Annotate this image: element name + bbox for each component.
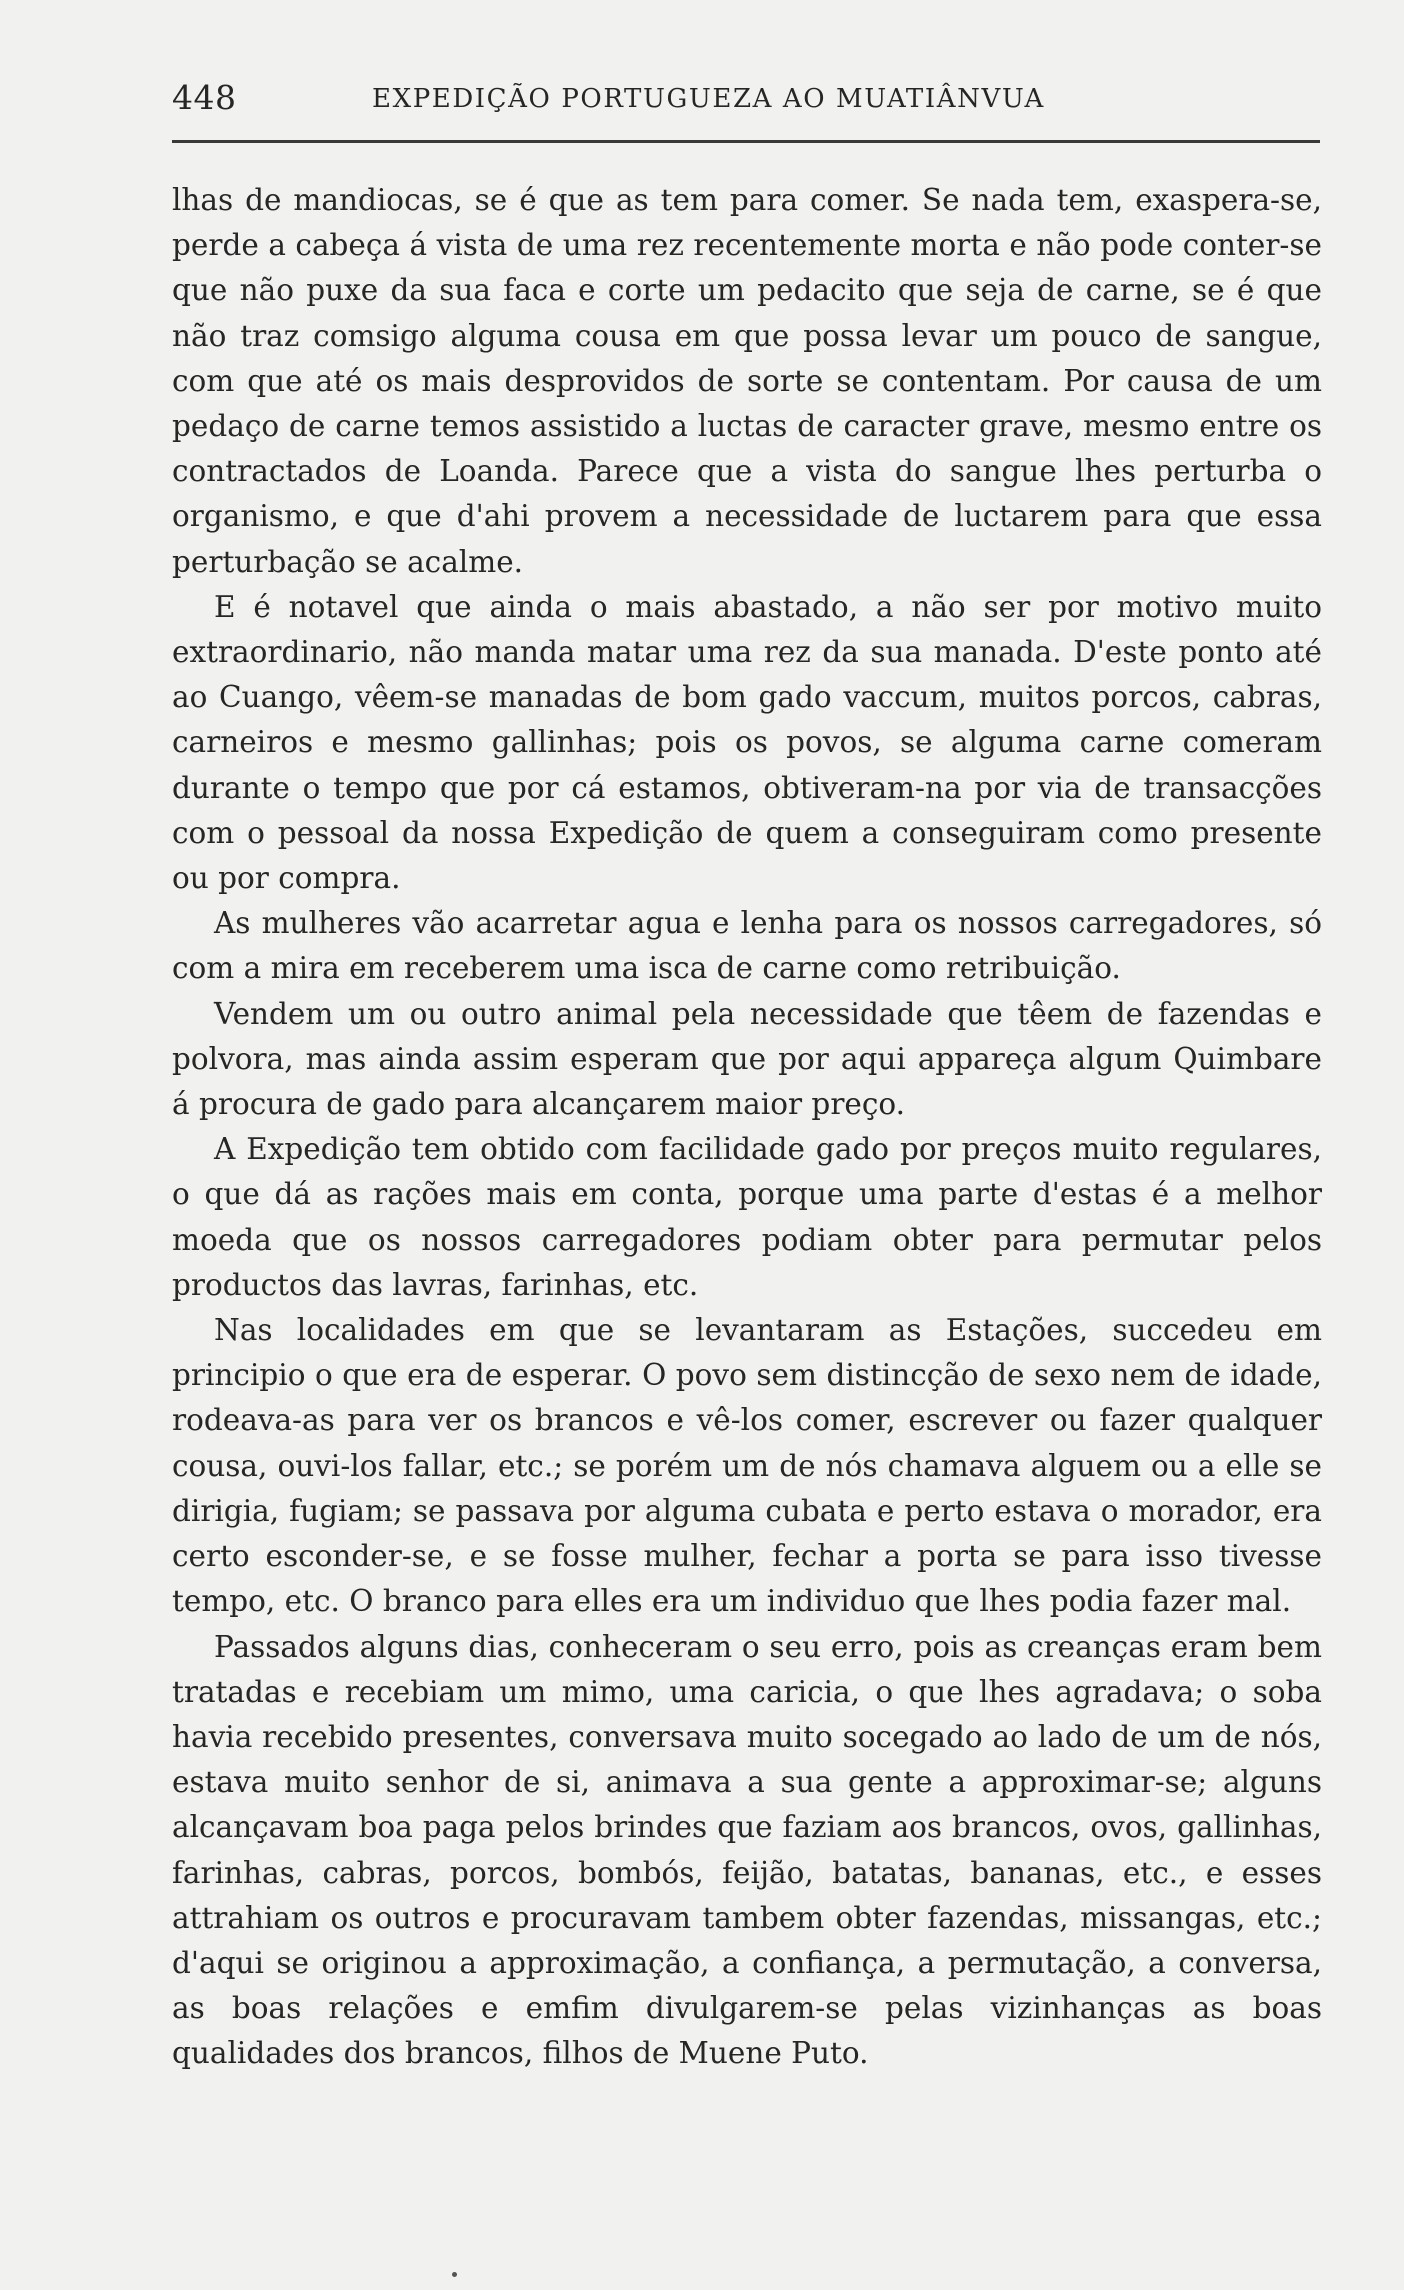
paragraph: Nas localidades em que se levantaram as Estações, succedeu em principio o que era de esperar. O povo sem distincção de sexo nem de idade, rodeava-as para ver os brancos e vê-los comer, escrever ou fazer qualquer cousa, ouvi-los fallar, etc.; se porém um de nós chamava alguem ou a elle se dirigia, fugiam; se passava por alguma cubata e perto estava o morador, era certo esconder-se, e se fosse mulher, fechar a porta se para isso tivesse tempo, etc. O branco para elles era um individuo que lhes podia fazer mal. (172, 1313, 1322, 1619)
paragraph: As mulheres vão acarretar agua e lenha para os nossos carregadores, só com a mira em receberem uma isca de carne como retribuição. (172, 906, 1322, 986)
page-speck (452, 2272, 457, 2277)
paragraph: Passados alguns dias, conheceram o seu erro, pois as creanças eram bem tratadas e recebiam um mimo, uma caricia, o que lhes agradava; o soba havia recebido presentes, conversava muito socegado ao lado de um de nós, estava muito senhor de si, animava a sua gente a approximar-se; alguns alcançavam boa paga pelos brindes que faziam aos brancos, ovos, gallinhas, farinhas, cabras, porcos, bombós, feijão, batatas, bananas, etc., e esses attrahiam os outros e procuravam tambem obter fazendas, missangas, etc.; d'aqui se originou a approximação, a confiança, a permutação, a conversa, as boas relações e emfim divulgarem-se pelas vizinhanças as boas qualidades dos brancos, filhos de Muene Puto. (172, 1629, 1322, 2071)
page-number: 448 (172, 78, 237, 117)
paragraph: E é notavel que ainda o mais abastado, a não ser por motivo muito extraordinario, não manda matar uma rez da sua manada. D'este ponto até ao Cuango, vêem-se manadas de bom gado vaccum, muitos porcos, cabras, carneiros e mesmo gallinhas; pois os povos, se alguma carne comeram durante o tempo que por cá estamos, obtiveram-na por via de transacções com o pessoal da nossa Expedição de quem a conseguiram como presente ou por compra. (172, 589, 1322, 896)
paragraph: Vendem um ou outro animal pela necessidade que têem de fazendas e polvora, mas ainda assim esperam que por aqui appareça algum Quimbare á procura de gado para alcançarem maior preço. (172, 996, 1322, 1122)
page-header (172, 78, 1317, 128)
paragraph: lhas de mandiocas, se é que as tem para comer. Se nada tem, exaspera-se, perde a cabeça á vista de uma rez recentemente morta e não pode conter-se que não puxe da sua faca e corte um pedacito que seja de carne, se é que não traz comsigo alguma cousa em que possa levar um pouco de sangue, com que até os mais desprovidos de sorte se contentam. Por causa de um pedaço de carne temos assistido a luctas de caracter grave, mesmo entre os contractados de Loanda. Parece que a vista do sangue lhes perturba o organismo, e que d'ahi provem a necessidade de luctarem para que essa perturbação se acalme. (172, 183, 1322, 579)
body-text (172, 178, 1322, 2077)
header-rule (172, 140, 1320, 143)
running-title: EXPEDIÇÃO PORTUGUEZA AO MUATIÂNVUA (372, 84, 1045, 114)
paragraph: A Expedição tem obtido com facilidade gado por preços muito regulares, o que dá as rações mais em conta, porque uma parte d'estas é a melhor moeda que os nossos carregadores podiam obter para permutar pelos productos das lavras, farinhas, etc. (172, 1132, 1322, 1302)
